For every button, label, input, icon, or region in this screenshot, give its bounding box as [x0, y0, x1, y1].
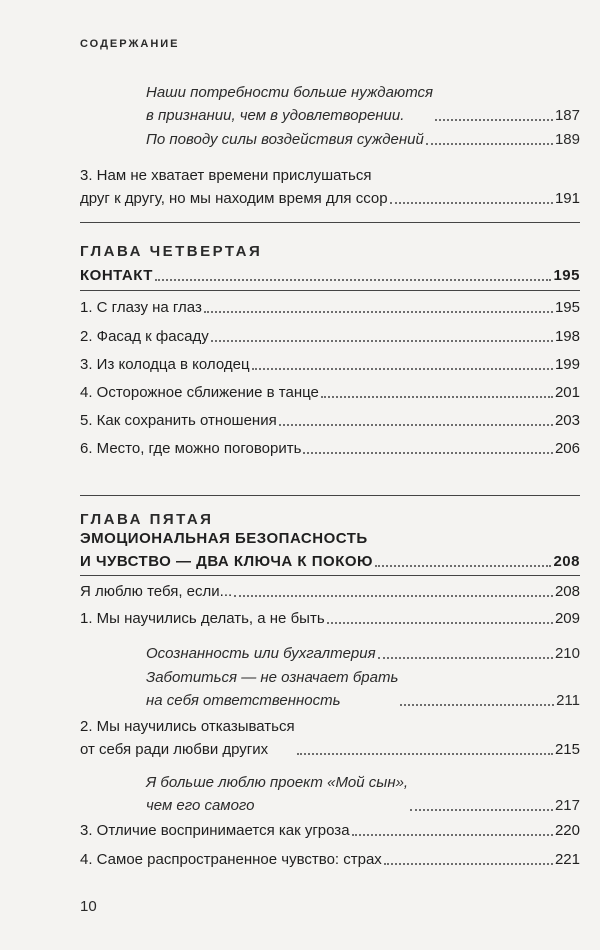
dot-leader: [390, 202, 553, 204]
toc-entry-title: 6. Место, где можно поговорить: [80, 440, 302, 457]
dot-leader: [410, 809, 553, 811]
toc-entry-title: 3. Отличие воспринимается как угроза: [80, 822, 350, 839]
toc-entry-page: 189: [554, 131, 580, 148]
toc-entry: [80, 819, 580, 842]
toc-entry-title: 2. Мы научились отказываться от себя ради любви других: [80, 718, 295, 758]
running-head: СОДЕРЖАНИЕ: [80, 38, 180, 50]
toc-entry: [146, 81, 580, 127]
toc-entry: [80, 296, 580, 319]
toc-entry: [80, 848, 580, 871]
toc-entry: [146, 771, 580, 817]
dot-leader: [378, 657, 553, 659]
toc-entry-title: 4. Самое распространенное чувство: страх: [80, 851, 382, 868]
toc-entry: [80, 381, 580, 404]
toc-entry: [80, 409, 580, 432]
toc-entry-page: 210: [554, 645, 580, 662]
toc-entry: [146, 666, 580, 712]
toc-entry-page: 217: [554, 797, 580, 814]
toc-entry-page: 215: [554, 741, 580, 758]
section-divider: [80, 575, 580, 576]
toc-entry-title: КОНТАКТ: [80, 267, 153, 284]
toc-entry-page: 195: [553, 267, 580, 284]
toc-entry-title: По поводу силы воздействия суждений: [146, 131, 424, 148]
toc-entry-title: 1. Мы научились делать, а не быть: [80, 610, 325, 627]
toc-entry-title: ЭМОЦИОНАЛЬНАЯ БЕЗОПАСНОСТЬ И ЧУВСТВО — ДВА КЛЮЧА К ПОКОЮ: [80, 530, 373, 570]
toc-chapter-title: [80, 527, 580, 573]
toc-entry-page: 220: [554, 822, 580, 839]
dot-leader: [352, 834, 553, 836]
toc-entry-page: 187: [554, 107, 580, 124]
dot-leader: [252, 368, 553, 370]
toc-entry-page: 191: [554, 190, 580, 207]
toc-entry-page: 198: [554, 328, 580, 345]
toc-entry: [146, 128, 580, 151]
dot-leader: [426, 143, 553, 145]
toc-entry: [80, 353, 580, 376]
toc-entry: [80, 325, 580, 348]
toc-entry: [80, 715, 580, 761]
dot-leader: [303, 452, 553, 454]
toc-entry-title: Я больше люблю проект «Мой сын», чем его самого: [146, 774, 409, 814]
dot-leader: [234, 595, 553, 597]
dot-leader: [279, 424, 553, 426]
toc-entry-page: 208: [554, 583, 580, 600]
dot-leader: [155, 279, 552, 281]
toc-entry: [80, 164, 580, 210]
dot-leader: [435, 119, 553, 121]
toc-entry-title: 3. Нам не хватает времени прислушаться друг к другу, но мы находим время для ссор: [80, 167, 388, 207]
section-divider: [80, 222, 580, 223]
toc-entry-title: 5. Как сохранить отношения: [80, 412, 277, 429]
toc-entry: [80, 437, 580, 460]
toc-entry-page: 195: [554, 299, 580, 316]
toc-chapter-title: [80, 264, 580, 287]
toc-entry-title: Я люблю тебя, если...: [80, 583, 233, 600]
toc-entry-title: Наши потребности больше нуждаются в признании, чем в удовлетворении.: [146, 84, 434, 124]
chapter-heading: ГЛАВА ПЯТАЯ: [80, 511, 214, 528]
dot-leader: [400, 704, 554, 706]
dot-leader: [211, 340, 553, 342]
toc-entry-page: 221: [554, 851, 580, 868]
page-number: 10: [80, 898, 97, 915]
dot-leader: [384, 863, 553, 865]
dot-leader: [327, 622, 553, 624]
dot-leader: [375, 565, 551, 567]
toc-entry-title: 1. С глазу на глаз: [80, 299, 202, 316]
toc-entry-page: 209: [554, 610, 580, 627]
dot-leader: [297, 753, 553, 755]
toc-entry-title: 3. Из колодца в колодец: [80, 356, 250, 373]
toc-entry-page: 201: [554, 384, 580, 401]
toc-entry-title: Заботиться — не означает брать на себя ответственность: [146, 669, 399, 709]
toc-entry: [80, 580, 580, 603]
toc-entry: [146, 642, 580, 665]
dot-leader: [321, 396, 553, 398]
toc-entry-page: 208: [553, 553, 580, 570]
toc-entry-page: 199: [554, 356, 580, 373]
section-divider: [80, 290, 580, 291]
toc-entry-page: 211: [556, 692, 580, 709]
toc-entry: [80, 607, 580, 630]
chapter-heading: ГЛАВА ЧЕТВЕРТАЯ: [80, 243, 263, 260]
toc-entry-title: 2. Фасад к фасаду: [80, 328, 209, 345]
dot-leader: [204, 311, 553, 313]
toc-entry-title: Осознанность или бухгалтерия: [146, 645, 376, 662]
toc-entry-page: 203: [554, 412, 580, 429]
toc-entry-page: 206: [554, 440, 580, 457]
section-divider: [80, 495, 580, 496]
toc-entry-title: 4. Осторожное сближение в танце: [80, 384, 319, 401]
